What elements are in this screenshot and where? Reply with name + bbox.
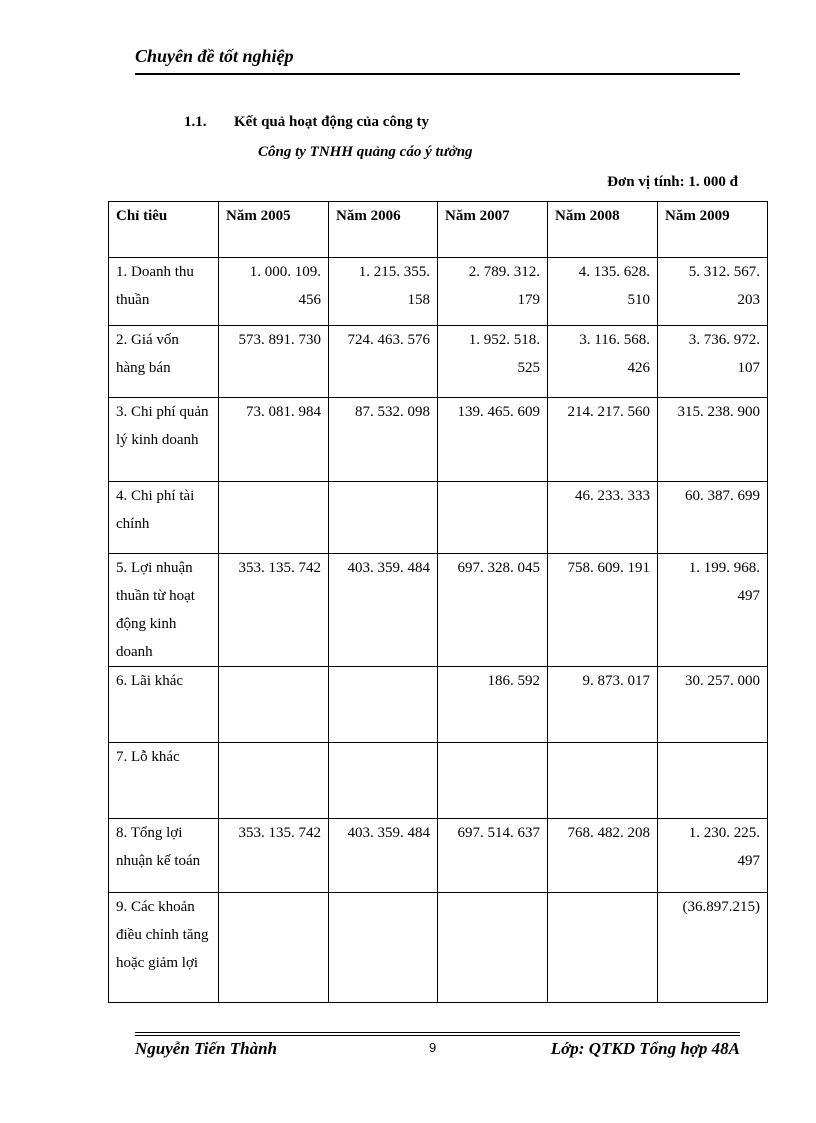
table-cell: 403. 359. 484: [329, 819, 438, 893]
table-cell: [438, 482, 548, 554]
table-cell: [219, 893, 329, 1003]
table-row: [109, 326, 768, 398]
table-row: [109, 743, 768, 819]
table-row: [109, 482, 768, 554]
header-cell: Năm 2006: [329, 202, 438, 258]
section-heading: [184, 114, 429, 131]
header-cell: Năm 2005: [219, 202, 329, 258]
table-cell: [219, 743, 329, 819]
table-cell: 4. 135. 628. 510: [548, 258, 658, 326]
header-cell: Chỉ tiêu: [109, 202, 219, 258]
table-cell: 1. 215. 355. 158: [329, 258, 438, 326]
footer-author: Nguyễn Tiến Thành: [135, 1039, 278, 1058]
table-cell: [329, 482, 438, 554]
table-cell: [548, 893, 658, 1003]
table-cell: 315. 238. 900: [658, 398, 768, 482]
table-row: [109, 554, 768, 667]
table-cell: (36.897.215): [658, 893, 768, 1003]
header-cell: Năm 2008: [548, 202, 658, 258]
table-cell: 2. 789. 312. 179: [438, 258, 548, 326]
table-cell: 214. 217. 560: [548, 398, 658, 482]
footer-rule: [135, 1035, 740, 1036]
company-name: Công ty TNHH quảng cáo ý tưởng: [258, 144, 473, 160]
table-cell: [438, 743, 548, 819]
table-cell: 186. 592: [438, 667, 548, 743]
table-cell: 3. 736. 972. 107: [658, 326, 768, 398]
table-cell: [329, 667, 438, 743]
footer-rule: [135, 1032, 740, 1033]
table-cell: 1. 000. 109. 456: [219, 258, 329, 326]
table-cell: 46. 233. 333: [548, 482, 658, 554]
row-label: 3. Chi phí quản lý kinh doanh: [109, 398, 219, 482]
table-cell: 60. 387. 699: [658, 482, 768, 554]
row-label: 9. Các khoản điều chỉnh tăng hoặc giảm lợi: [109, 893, 219, 1003]
unit-label: Đơn vị tính: 1. 000 đ: [607, 174, 738, 190]
table-cell: 573. 891. 730: [219, 326, 329, 398]
row-label: 1. Doanh thu thuần: [109, 258, 219, 326]
table-cell: 1. 952. 518. 525: [438, 326, 548, 398]
table-row: [109, 667, 768, 743]
row-label: 2. Giá vốn hàng bán: [109, 326, 219, 398]
page-number: 9: [429, 1040, 437, 1055]
table-cell: 758. 609. 191: [548, 554, 658, 667]
table-cell: 9. 873. 017: [548, 667, 658, 743]
table-cell: 403. 359. 484: [329, 554, 438, 667]
table-cell: 1. 230. 225. 497: [658, 819, 768, 893]
table-cell: 353. 135. 742: [219, 819, 329, 893]
table-row: [109, 258, 768, 326]
table-cell: 5. 312. 567. 203: [658, 258, 768, 326]
table-cell: 73. 081. 984: [219, 398, 329, 482]
table-row: [109, 819, 768, 893]
table-cell: [658, 743, 768, 819]
table-cell: 3. 116. 568. 426: [548, 326, 658, 398]
table-cell: 87. 532. 098: [329, 398, 438, 482]
row-label: 8. Tổng lợi nhuận kế toán: [109, 819, 219, 893]
table-row: [109, 398, 768, 482]
results-table: [108, 201, 768, 1003]
section-title: Kết quả hoạt động của công ty: [234, 114, 430, 130]
table-cell: 353. 135. 742: [219, 554, 329, 667]
table-cell: [219, 482, 329, 554]
row-label: 4. Chi phí tài chính: [109, 482, 219, 554]
table-cell: [329, 743, 438, 819]
table-cell: 724. 463. 576: [329, 326, 438, 398]
table-cell: 1. 199. 968. 497: [658, 554, 768, 667]
table-header-row: [109, 202, 768, 258]
table-cell: [438, 893, 548, 1003]
table-cell: 697. 514. 637: [438, 819, 548, 893]
table-row: [109, 893, 768, 1003]
header-rule: [135, 73, 740, 75]
page-header-title: Chuyên đề tốt nghiệp: [135, 46, 294, 66]
table-cell: [219, 667, 329, 743]
table-cell: 768. 482. 208: [548, 819, 658, 893]
row-label: 7. Lỗ khác: [109, 743, 219, 819]
section-number: 1.1.: [184, 114, 207, 130]
row-label: 6. Lãi khác: [109, 667, 219, 743]
footer-class: Lớp: QTKD Tổng hợp 48A: [550, 1039, 740, 1058]
table-cell: 30. 257. 000: [658, 667, 768, 743]
table-cell: [329, 893, 438, 1003]
table-cell: [548, 743, 658, 819]
header-cell: Năm 2009: [658, 202, 768, 258]
row-label: 5. Lợi nhuận thuần từ hoạt động kinh doanh: [109, 554, 219, 667]
header-cell: Năm 2007: [438, 202, 548, 258]
table-cell: 697. 328. 045: [438, 554, 548, 667]
table-cell: 139. 465. 609: [438, 398, 548, 482]
